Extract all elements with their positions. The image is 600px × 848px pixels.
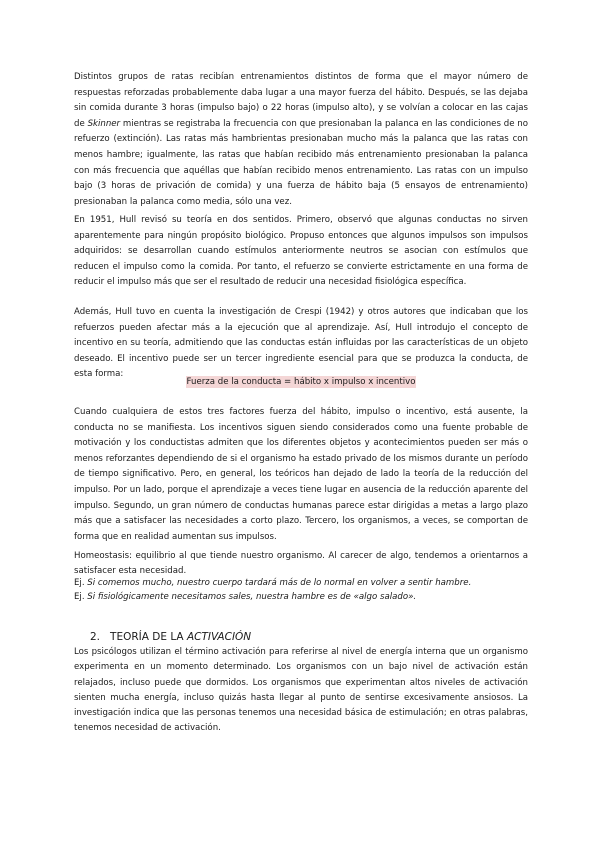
paragraph-rat-experiment [74,70,528,210]
behavior-formula: Fuerza de la conducta = hábito x impulso x incentivo [186,377,416,387]
example-text: Si fisiológicamente necesitamos sales, nuestra hambre es de «algo salado». [87,592,417,602]
section-title-italic: ACTIVACIÓN [186,631,252,643]
paragraph-incentive: Además, Hull tuvo en cuenta la investigación de Crespi (1942) y otros autores que indicaban que los refuerzos pueden afectar más a la ejecución que al aprendizaje. Así, Hull introdujo el concepto de incentivo en su teoría, admitiendo que las conductas están influidas por las características de un objeto deseado. El incentivo puede ser un tercer ingrediente esencial para que se produzca la conducta, de esta forma: [74,307,528,380]
section-title: TEORÍA DE LA [110,631,187,643]
paragraph-homeostasis: Homeostasis: equilibrio al que tiende nuestro organismo. Al carecer de algo, tendemos a orientarnos a satisfacer esta necesidad. [74,551,528,576]
example-text: Si comemos mucho, nuestro cuerpo tardará más de lo normal en volver a sentir hambre. [87,578,472,588]
paragraph-hull-revision: En 1951, Hull revisó su teoría en dos sentidos. Primero, observó que algunas conductas no sirven aparentemente para ningún propósito biológico. Propuso entonces que algunos impulsos son impulsos adquiridos: se desarrollan cuando estímulos anteriormente neutros se asocian con estímulos que reducen el impulso como la comida. Por tanto, el refuerzo se convierte estrictamente en una forma de reducir el impulso más que ser el resultado de reducir una necesidad fisiológica específica. [74,215,528,288]
formula-container [74,375,528,390]
example-line-1 [74,577,528,590]
example-prefix: Ej. [74,578,88,588]
paragraph-incentive-factors: Cuando cualquiera de estos tres factores fuerza del hábito, impulso o incentivo, está ausente, la conducta no se manifiesta. Los incentivos siguen siendo considerados como una fuente probable de motivación y los conductistas admiten que los diferentes objetos y acontecimientos pueden ser más o menos reforzantes dependiendo de si el organismo ha estado privado de los mismos durante un período de tiempo significativo. Pero, en general, los teóricos han dejado de lado la teoría de la reducción del impulso. Por un lado, porque el aprendizaje a veces tiene lugar en ausencia de la reducción aparente del impulso. Segundo, un gran número de conductas humanas parece estar dirigidas a metas a largo plazo más que a satisfacer las necesidades a corto plazo. Tercero, los organismos, a veces, se comportan de forma que en realidad aumentan sus impulsos. [74,407,528,542]
example-prefix: Ej. [74,592,88,602]
paragraph-italic-term: Skinner [87,118,121,129]
paragraph-text: Distintos grupos de ratas recibían entrenamientos distintos de forma que el mayor número de respuestas reforzadas probablemente daba lugar a una mayor fuerza del hábito. Después, se las dejaba sin comida durante 3 horas (impulso bajo) o 22 horas (impulso alto), y se volvían a colocar en las cajas de [74,72,528,129]
paragraph-text: mientras se registraba la frecuencia con que presionaban la palanca en las condiciones de no refuerzo (extinción). Las ratas más hambrientas presionaban mucho más la palanca que las ratas con menos hambre; igualmente, las ratas que habían recibido más entrenamiento presionaban la palanca con más frecuencia que aquéllas que habían recibido menos entrenamiento. Las ratas con un impulso bajo (3 horas de privación de comida) y una fuerza de hábito baja (5 ensayos de entrenamiento) presionaban la palanca como media, sólo una vez. [74,118,528,207]
section-number: 2. [90,631,101,643]
paragraph-activation: Los psicólogos utilizan el término activación para referirse al nivel de energía interna que un organismo experimenta en un momento determinado. Los organismos con un bajo nivel de activación están relajados, incluso puede que dormidos. Los organismos que experimentan altos niveles de activación sienten mucha energía, incluso quizás hasta llegar al punto de sentirse excesivamente ansiosos. La investigación indica que las personas tenemos una necesidad básica de estimulación; en otras palabras, tenemos necesidad de activación. [74,647,528,734]
section-heading [90,630,251,644]
example-line-2 [74,591,528,604]
